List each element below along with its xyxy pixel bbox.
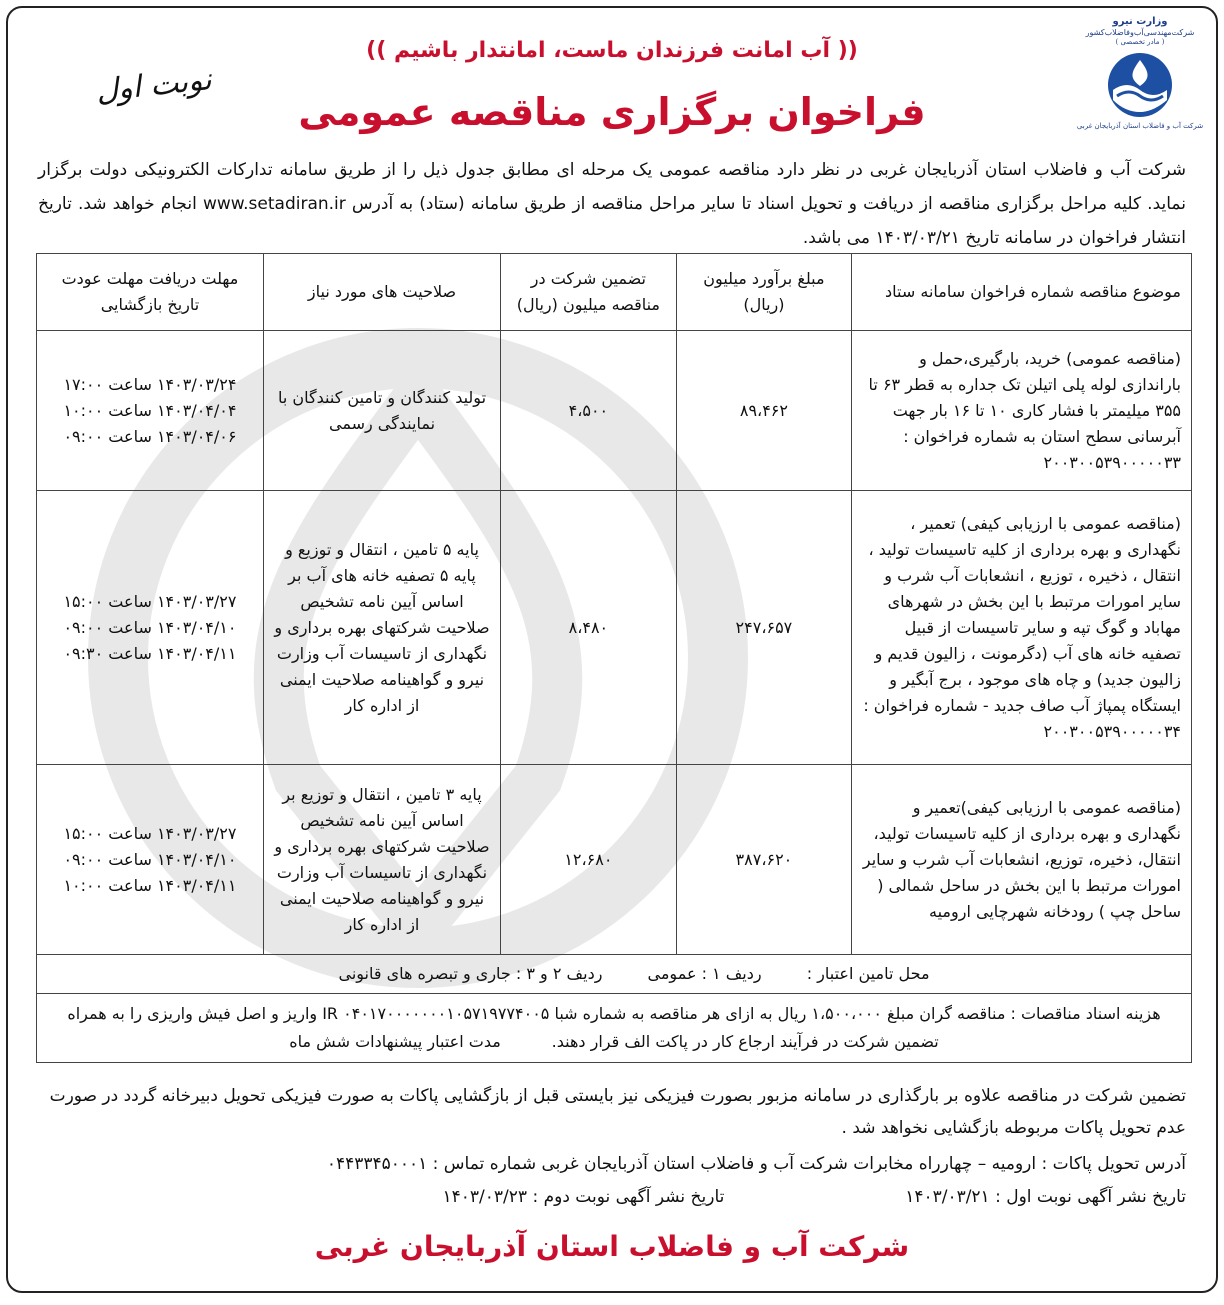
row-guarantee: ۱۲،۶۸۰ xyxy=(501,765,677,955)
deadline-receive: ۱۴۰۳/۰۳/۲۷ ساعت ۱۵:۰۰ xyxy=(63,591,237,611)
header-estimate: مبلغ برآورد میلیون (ریال) xyxy=(676,254,852,331)
docs-cost-row xyxy=(37,994,1192,1063)
row-estimate: ۳۸۷،۶۲۰ xyxy=(676,765,852,955)
row-deadlines xyxy=(37,491,264,765)
company-signature: شرکت آب و فاضلاب استان آذربایجان غربی xyxy=(314,1230,910,1263)
table-header-row xyxy=(37,254,1192,331)
row-estimate: ۲۴۷،۶۵۷ xyxy=(676,491,852,765)
header-deadlines: مهلت دریافت مهلت عودت تاریخ بازگشایی xyxy=(37,254,264,331)
delivery-address: آدرس تحویل پاکات : ارومیه – چهارراه مخابرات شرکت آب و فاضلاب استان آذربایجان غربی شماره تماس : ۰۴۴۳۳۴۵۰۰۰۱ xyxy=(326,1154,1186,1174)
row-qualifications: پایه ۳ تامین ، انتقال و توزیع بر اساس آیین نامه تشخیص صلاحیت شرکتهای بهره برداری و نگهداری از تاسیسات آب وزارت نیرو و گواهینامه صلاحیت ایمنی از اداره کار xyxy=(263,765,500,955)
deadline-receive: ۱۴۰۳/۰۳/۲۴ ساعت ۱۷:۰۰ xyxy=(63,374,237,394)
motto: (( آب امانت فرزندان ماست، امانتدار باشیم )) xyxy=(366,38,858,63)
row-subject: (مناقصه عمومی با ارزیابی کیفی)تعمیر و نگهداری و بهره برداری از کلیه تاسیسات تولید، انتقال، ذخیره، توزیع، انشعابات آب شرب و سایر امورات مرتبط با این بخش در ساحل شمالی ( ساحل چپ ) رودخانه شهرچایی ارومیه xyxy=(852,765,1192,955)
funding-label: محل تامین اعتبار : xyxy=(806,964,930,983)
page-title: فراخوان برگزاری مناقصه عمومی xyxy=(298,90,926,134)
row-deadlines xyxy=(37,765,264,955)
deadline-return: ۱۴۰۳/۰۴/۱۰ ساعت ۰۹:۰۰ xyxy=(63,617,237,637)
table-row xyxy=(37,765,1192,955)
tender-table xyxy=(36,253,1192,1063)
round-note: نوبت اول xyxy=(94,62,214,109)
funding-cell xyxy=(37,955,1192,994)
deadline-opening: ۱۴۰۳/۰۴/۱۱ ساعت ۱۰:۰۰ xyxy=(63,875,237,895)
deadline-opening: ۱۴۰۳/۰۴/۱۱ ساعت ۰۹:۳۰ xyxy=(63,643,237,663)
parent-company-label: شرکت‌مهندسی‌آب‌وفاضلاب‌کشور xyxy=(1085,28,1195,37)
docs-cost-text: هزینه اسناد مناقصات : مناقصه گران مبلغ ۱،۵۰۰،۰۰۰ ریال به ازای هر مناقصه به شماره شبا IR ۰۴۰۱۷۰۰۰۰۰۰۰۱۰۵۷۱۹۷۷۴۰۰۵ واریز و اصل فیش واریزی را به همراه تضمین شرکت در فرآیند ارجاع کار در پاکت الف قرار دهند. xyxy=(67,1004,1161,1051)
row-guarantee: ۸،۴۸۰ xyxy=(501,491,677,765)
guarantee-note: تضمین شرکت در مناقصه علاوه بر بارگذاری در سامانه مزبور بصورت فیزیکی نیز بایستی قبل از بازگشایی پاکات به صورت فیزیکی تحویل دبیرخانه گردد در صورت عدم تحویل پاکات مربوطه بازگشایی نخواهد شد . xyxy=(49,1086,1186,1138)
row-qualifications: پایه ۵ تامین ، انتقال و توزیع و پایه ۵ تصفیه خانه های آب بر اساس آیین نامه تشخیص صلاحیت شرکتهای بهره برداری و نگهداری از تاسیسات آب وزارت نیرو و گواهینامه صلاحیت ایمنی از اداره کار xyxy=(263,491,500,765)
publish-second: تاریخ نشر آگهی نوبت دوم : ۱۴۰۳/۰۳/۲۳ xyxy=(442,1187,725,1207)
logo-caption: شرکت آب و فاضلاب استان آذربایجان غربی xyxy=(1076,122,1204,130)
row-subject: (مناقصه عمومی با ارزیابی کیفی) تعمیر ، نگهداری و بهره برداری از کلیه تاسیسات تولید ، انتقال ، ذخیره ، توزیع ، انشعابات آب شرب و سایر امورات مرتبط با این بخش در شهرهای مهاباد و گوگ تپه و سایر تاسیسات از قبیل تصفیه خانه های آب (دگرمونت ، زالیون قدیم و زالیون جدید) و چاه های موجود ، برج آبگیر و ایستگاه پمپاژ آب صاف جدید - شماره فراخوان : ۲۰۰۳۰۰۵۳۹۰۰۰۰۰۳۴ xyxy=(852,491,1192,765)
publish-first: تاریخ نشر آگهی نوبت اول : ۱۴۰۳/۰۳/۲۱ xyxy=(905,1187,1186,1207)
funding-row xyxy=(37,955,1192,994)
intro-paragraph: شرکت آب و فاضلاب استان آذربایجان غربی در نظر دارد مناقصه عمومی یک مرحله ای مطابق جدول ذیل را از طریق سامانه تدارکات الکترونیکی دولت برگزار نماید. کلیه مراحل برگزاری مناقصه از دریافت و تحویل اسناد تا سایر مراحل مناقصه از طریق سامانه (ستاد) به آدرس www.setadiran.ir انجام خواهد شد. تاریخ انتشار فراخوان در سامانه تاریخ ۱۴۰۳/۰۳/۲۱ می باشد. xyxy=(38,160,1186,248)
header-qualifications: صلاحیت های مورد نیاز xyxy=(263,254,500,331)
deadline-return: ۱۴۰۳/۰۴/۱۰ ساعت ۰۹:۰۰ xyxy=(63,849,237,869)
deadline-opening: ۱۴۰۳/۰۴/۰۶ ساعت ۰۹:۰۰ xyxy=(63,426,237,446)
table-row xyxy=(37,331,1192,491)
header-guarantee: تضمین شرکت در مناقصه میلیون (ریال) xyxy=(501,254,677,331)
ministry-label: وزارت نیرو xyxy=(1112,16,1168,27)
parent-company-note: ( مادر تخصصی ) xyxy=(1115,38,1165,46)
row-deadlines xyxy=(37,331,264,491)
header-subject: موضوع مناقصه شماره فراخوان سامانه ستاد xyxy=(852,254,1192,331)
funding-row23: ردیف ۲ و ۳ : جاری و تبصره های قانونی xyxy=(338,964,603,983)
docs-cost-cell xyxy=(37,994,1192,1063)
row-subject: (مناقصه عمومی) خرید، بارگیری،حمل و باراندازی لوله پلی اتیلن تک جداره به قطر ۶۳ تا ۳۵۵ میلیمتر با فشار کاری ۱۰ تا ۱۶ بار جهت آبرسانی سطح استان به شماره فراخوان : ۲۰۰۳۰۰۵۳۹۰۰۰۰۰۳۳ xyxy=(852,331,1192,491)
row-qualifications: تولید کنندگان و تامین کنندگان با نمایندگی رسمی xyxy=(263,331,500,491)
deadline-return: ۱۴۰۳/۰۴/۰۴ ساعت ۱۰:۰۰ xyxy=(63,400,237,420)
tender-notice-page xyxy=(6,6,1218,1293)
row-estimate: ۸۹،۴۶۲ xyxy=(676,331,852,491)
deadline-receive: ۱۴۰۳/۰۳/۲۷ ساعت ۱۵:۰۰ xyxy=(63,823,237,843)
bid-validity: مدت اعتبار پیشنهادات شش ماه xyxy=(289,1032,501,1051)
funding-row1: ردیف ۱ : عمومی xyxy=(647,964,762,983)
publish-dates xyxy=(38,1181,1186,1213)
table-row xyxy=(37,491,1192,765)
row-guarantee: ۴،۵۰۰ xyxy=(501,331,677,491)
